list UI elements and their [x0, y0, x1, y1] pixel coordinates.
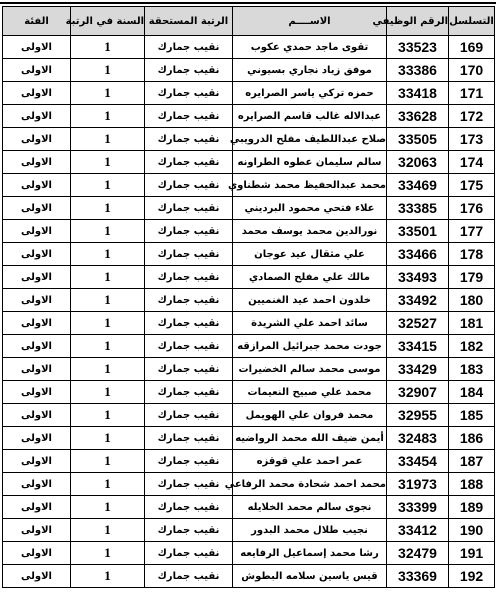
cell-employee-id: 33386 — [387, 59, 449, 82]
cell-category: الاولى — [3, 473, 71, 496]
cell-category: الاولى — [3, 151, 71, 174]
cell-employee-id: 33454 — [387, 450, 449, 473]
header-row — [3, 7, 495, 36]
table-row — [3, 450, 495, 473]
cell-name: جودت محمد جبرائيل المرازقه — [233, 335, 387, 358]
table-row — [3, 381, 495, 404]
cell-rank: نقيب جمارك — [145, 519, 233, 542]
cell-serial: 186 — [449, 427, 495, 450]
cell-category: الاولى — [3, 174, 71, 197]
cell-category: الاولى — [3, 565, 71, 588]
table-row — [3, 128, 495, 151]
cell-employee-id: 33412 — [387, 519, 449, 542]
cell-rank: نقيب جمارك — [145, 473, 233, 496]
table-row — [3, 496, 495, 519]
cell-name: نورالدين محمد يوسف محمد — [233, 220, 387, 243]
cell-category: الاولى — [3, 312, 71, 335]
cell-rank: نقيب جمارك — [145, 542, 233, 565]
table-row — [3, 82, 495, 105]
cell-name: محمد عبدالحفيظ محمد شطناوي — [233, 174, 387, 197]
header-serial: التسلسل — [449, 7, 495, 36]
header-employee-id: الرقم الوظيفي — [387, 7, 449, 36]
table-row — [3, 220, 495, 243]
cell-year: 1 — [71, 243, 145, 266]
cell-serial: 172 — [449, 105, 495, 128]
cell-name: رشا محمد إسماعيل الرفايعه — [233, 542, 387, 565]
cell-category: الاولى — [3, 542, 71, 565]
header-year: السنة في الرتبة — [71, 7, 145, 36]
cell-employee-id: 33469 — [387, 174, 449, 197]
cell-rank: نقيب جمارك — [145, 59, 233, 82]
cell-serial: 169 — [449, 36, 495, 59]
cell-serial: 175 — [449, 174, 495, 197]
cell-category: الاولى — [3, 243, 71, 266]
top-rule — [0, 2, 496, 4]
cell-year: 1 — [71, 565, 145, 588]
cell-employee-id: 33492 — [387, 289, 449, 312]
cell-category: الاولى — [3, 381, 71, 404]
table-row — [3, 243, 495, 266]
cell-serial: 173 — [449, 128, 495, 151]
cell-employee-id: 33399 — [387, 496, 449, 519]
cell-rank: نقيب جمارك — [145, 381, 233, 404]
cell-category: الاولى — [3, 496, 71, 519]
table-row — [3, 266, 495, 289]
cell-employee-id: 32479 — [387, 542, 449, 565]
table-row — [3, 59, 495, 82]
cell-category: الاولى — [3, 404, 71, 427]
cell-employee-id: 33505 — [387, 128, 449, 151]
cell-serial: 174 — [449, 151, 495, 174]
cell-rank: نقيب جمارك — [145, 565, 233, 588]
cell-rank: نقيب جمارك — [145, 266, 233, 289]
cell-rank: نقيب جمارك — [145, 82, 233, 105]
header-category: الفئة — [3, 7, 71, 36]
cell-name: محمد علي صبيح النعيمات — [233, 381, 387, 404]
cell-serial: 188 — [449, 473, 495, 496]
cell-year: 1 — [71, 220, 145, 243]
table-row — [3, 174, 495, 197]
table-row — [3, 427, 495, 450]
cell-rank: نقيب جمارك — [145, 427, 233, 450]
cell-serial: 171 — [449, 82, 495, 105]
cell-year: 1 — [71, 128, 145, 151]
table-row — [3, 358, 495, 381]
cell-serial: 189 — [449, 496, 495, 519]
cell-year: 1 — [71, 358, 145, 381]
cell-name: محمد فروان علي الهويمل — [233, 404, 387, 427]
cell-category: الاولى — [3, 289, 71, 312]
cell-rank: نقيب جمارك — [145, 151, 233, 174]
cell-rank: نقيب جمارك — [145, 335, 233, 358]
table-row — [3, 105, 495, 128]
cell-name: سالم سليمان عطوه الطراونه — [233, 151, 387, 174]
cell-year: 1 — [71, 542, 145, 565]
cell-serial: 179 — [449, 266, 495, 289]
cell-employee-id: 33493 — [387, 266, 449, 289]
cell-employee-id: 32527 — [387, 312, 449, 335]
cell-serial: 184 — [449, 381, 495, 404]
cell-rank: نقيب جمارك — [145, 174, 233, 197]
cell-serial: 177 — [449, 220, 495, 243]
table-row — [3, 36, 495, 59]
table-row — [3, 519, 495, 542]
cell-employee-id: 33429 — [387, 358, 449, 381]
header-name: الاســــم — [233, 7, 387, 36]
cell-employee-id: 33466 — [387, 243, 449, 266]
cell-name: عمر احمد علي قوقزه — [233, 450, 387, 473]
cell-rank: نقيب جمارك — [145, 496, 233, 519]
cell-serial: 190 — [449, 519, 495, 542]
table-header — [3, 7, 495, 36]
cell-serial: 176 — [449, 197, 495, 220]
table-row — [3, 312, 495, 335]
cell-year: 1 — [71, 105, 145, 128]
cell-serial: 182 — [449, 335, 495, 358]
cell-year: 1 — [71, 381, 145, 404]
cell-employee-id: 32063 — [387, 151, 449, 174]
table-body — [3, 36, 495, 588]
cell-year: 1 — [71, 427, 145, 450]
cell-name: نجيب طلال محمد البدور — [233, 519, 387, 542]
cell-name: نجوى سالم محمد الخلايله — [233, 496, 387, 519]
cell-name: محمد احمد شحادة محمد الرفاعي — [233, 473, 387, 496]
table-row — [3, 404, 495, 427]
cell-rank: نقيب جمارك — [145, 128, 233, 151]
cell-rank: نقيب جمارك — [145, 105, 233, 128]
cell-category: الاولى — [3, 105, 71, 128]
cell-rank: نقيب جمارك — [145, 36, 233, 59]
cell-serial: 170 — [449, 59, 495, 82]
cell-category: الاولى — [3, 358, 71, 381]
cell-category: الاولى — [3, 36, 71, 59]
cell-serial: 191 — [449, 542, 495, 565]
table-row — [3, 197, 495, 220]
cell-year: 1 — [71, 496, 145, 519]
cell-employee-id: 33628 — [387, 105, 449, 128]
cell-name: سائد احمد علي الشريدة — [233, 312, 387, 335]
promotion-table — [2, 6, 495, 588]
cell-employee-id: 33369 — [387, 565, 449, 588]
cell-year: 1 — [71, 197, 145, 220]
cell-name: علاء فتحي محمود البرديني — [233, 197, 387, 220]
cell-category: الاولى — [3, 335, 71, 358]
cell-year: 1 — [71, 450, 145, 473]
cell-name: صلاح عبداللطيف مفلح الدرويبي — [233, 128, 387, 151]
cell-serial: 181 — [449, 312, 495, 335]
cell-year: 1 — [71, 519, 145, 542]
table-row — [3, 542, 495, 565]
cell-year: 1 — [71, 266, 145, 289]
cell-year: 1 — [71, 151, 145, 174]
table-row — [3, 335, 495, 358]
table-row — [3, 473, 495, 496]
cell-category: الاولى — [3, 82, 71, 105]
cell-name: خلدون احمد عيد الغنميين — [233, 289, 387, 312]
cell-name: علي مثقال عيد عوجان — [233, 243, 387, 266]
cell-employee-id: 32483 — [387, 427, 449, 450]
cell-category: الاولى — [3, 59, 71, 82]
cell-year: 1 — [71, 289, 145, 312]
cell-year: 1 — [71, 312, 145, 335]
cell-employee-id: 33418 — [387, 82, 449, 105]
cell-year: 1 — [71, 473, 145, 496]
cell-rank: نقيب جمارك — [145, 312, 233, 335]
cell-name: حمزه تركي ياسر الصرايره — [233, 82, 387, 105]
cell-name: قيس ياسين سلامه البطوش — [233, 565, 387, 588]
cell-year: 1 — [71, 404, 145, 427]
cell-rank: نقيب جمارك — [145, 289, 233, 312]
cell-employee-id: 33501 — [387, 220, 449, 243]
cell-category: الاولى — [3, 450, 71, 473]
cell-category: الاولى — [3, 427, 71, 450]
cell-serial: 178 — [449, 243, 495, 266]
cell-serial: 187 — [449, 450, 495, 473]
cell-name: تقوى ماجد حمدي عكوب — [233, 36, 387, 59]
header-rank: الرتبة المستحقة — [145, 7, 233, 36]
cell-rank: نقيب جمارك — [145, 220, 233, 243]
cell-category: الاولى — [3, 220, 71, 243]
cell-name: موفق زياد نجاري بسيوني — [233, 59, 387, 82]
table-row — [3, 565, 495, 588]
cell-year: 1 — [71, 174, 145, 197]
cell-name: أيمن ضيف الله محمد الرواضيه — [233, 427, 387, 450]
cell-employee-id: 32907 — [387, 381, 449, 404]
cell-serial: 183 — [449, 358, 495, 381]
cell-employee-id: 33385 — [387, 197, 449, 220]
cell-year: 1 — [71, 82, 145, 105]
cell-name: عبدالاله غالب قاسم الصرايره — [233, 105, 387, 128]
cell-employee-id: 31973 — [387, 473, 449, 496]
cell-category: الاولى — [3, 197, 71, 220]
cell-employee-id: 32955 — [387, 404, 449, 427]
cell-name: موسى محمد سالم الخضيرات — [233, 358, 387, 381]
cell-serial: 185 — [449, 404, 495, 427]
cell-category: الاولى — [3, 266, 71, 289]
cell-employee-id: 33523 — [387, 36, 449, 59]
cell-rank: نقيب جمارك — [145, 450, 233, 473]
cell-rank: نقيب جمارك — [145, 197, 233, 220]
cell-employee-id: 33415 — [387, 335, 449, 358]
cell-category: الاولى — [3, 128, 71, 151]
cell-serial: 192 — [449, 565, 495, 588]
cell-rank: نقيب جمارك — [145, 404, 233, 427]
cell-year: 1 — [71, 36, 145, 59]
cell-year: 1 — [71, 335, 145, 358]
cell-name: مالك علي مفلح الصمادي — [233, 266, 387, 289]
cell-rank: نقيب جمارك — [145, 358, 233, 381]
table-row — [3, 151, 495, 174]
cell-year: 1 — [71, 59, 145, 82]
cell-rank: نقيب جمارك — [145, 243, 233, 266]
cell-category: الاولى — [3, 519, 71, 542]
table-row — [3, 289, 495, 312]
cell-serial: 180 — [449, 289, 495, 312]
